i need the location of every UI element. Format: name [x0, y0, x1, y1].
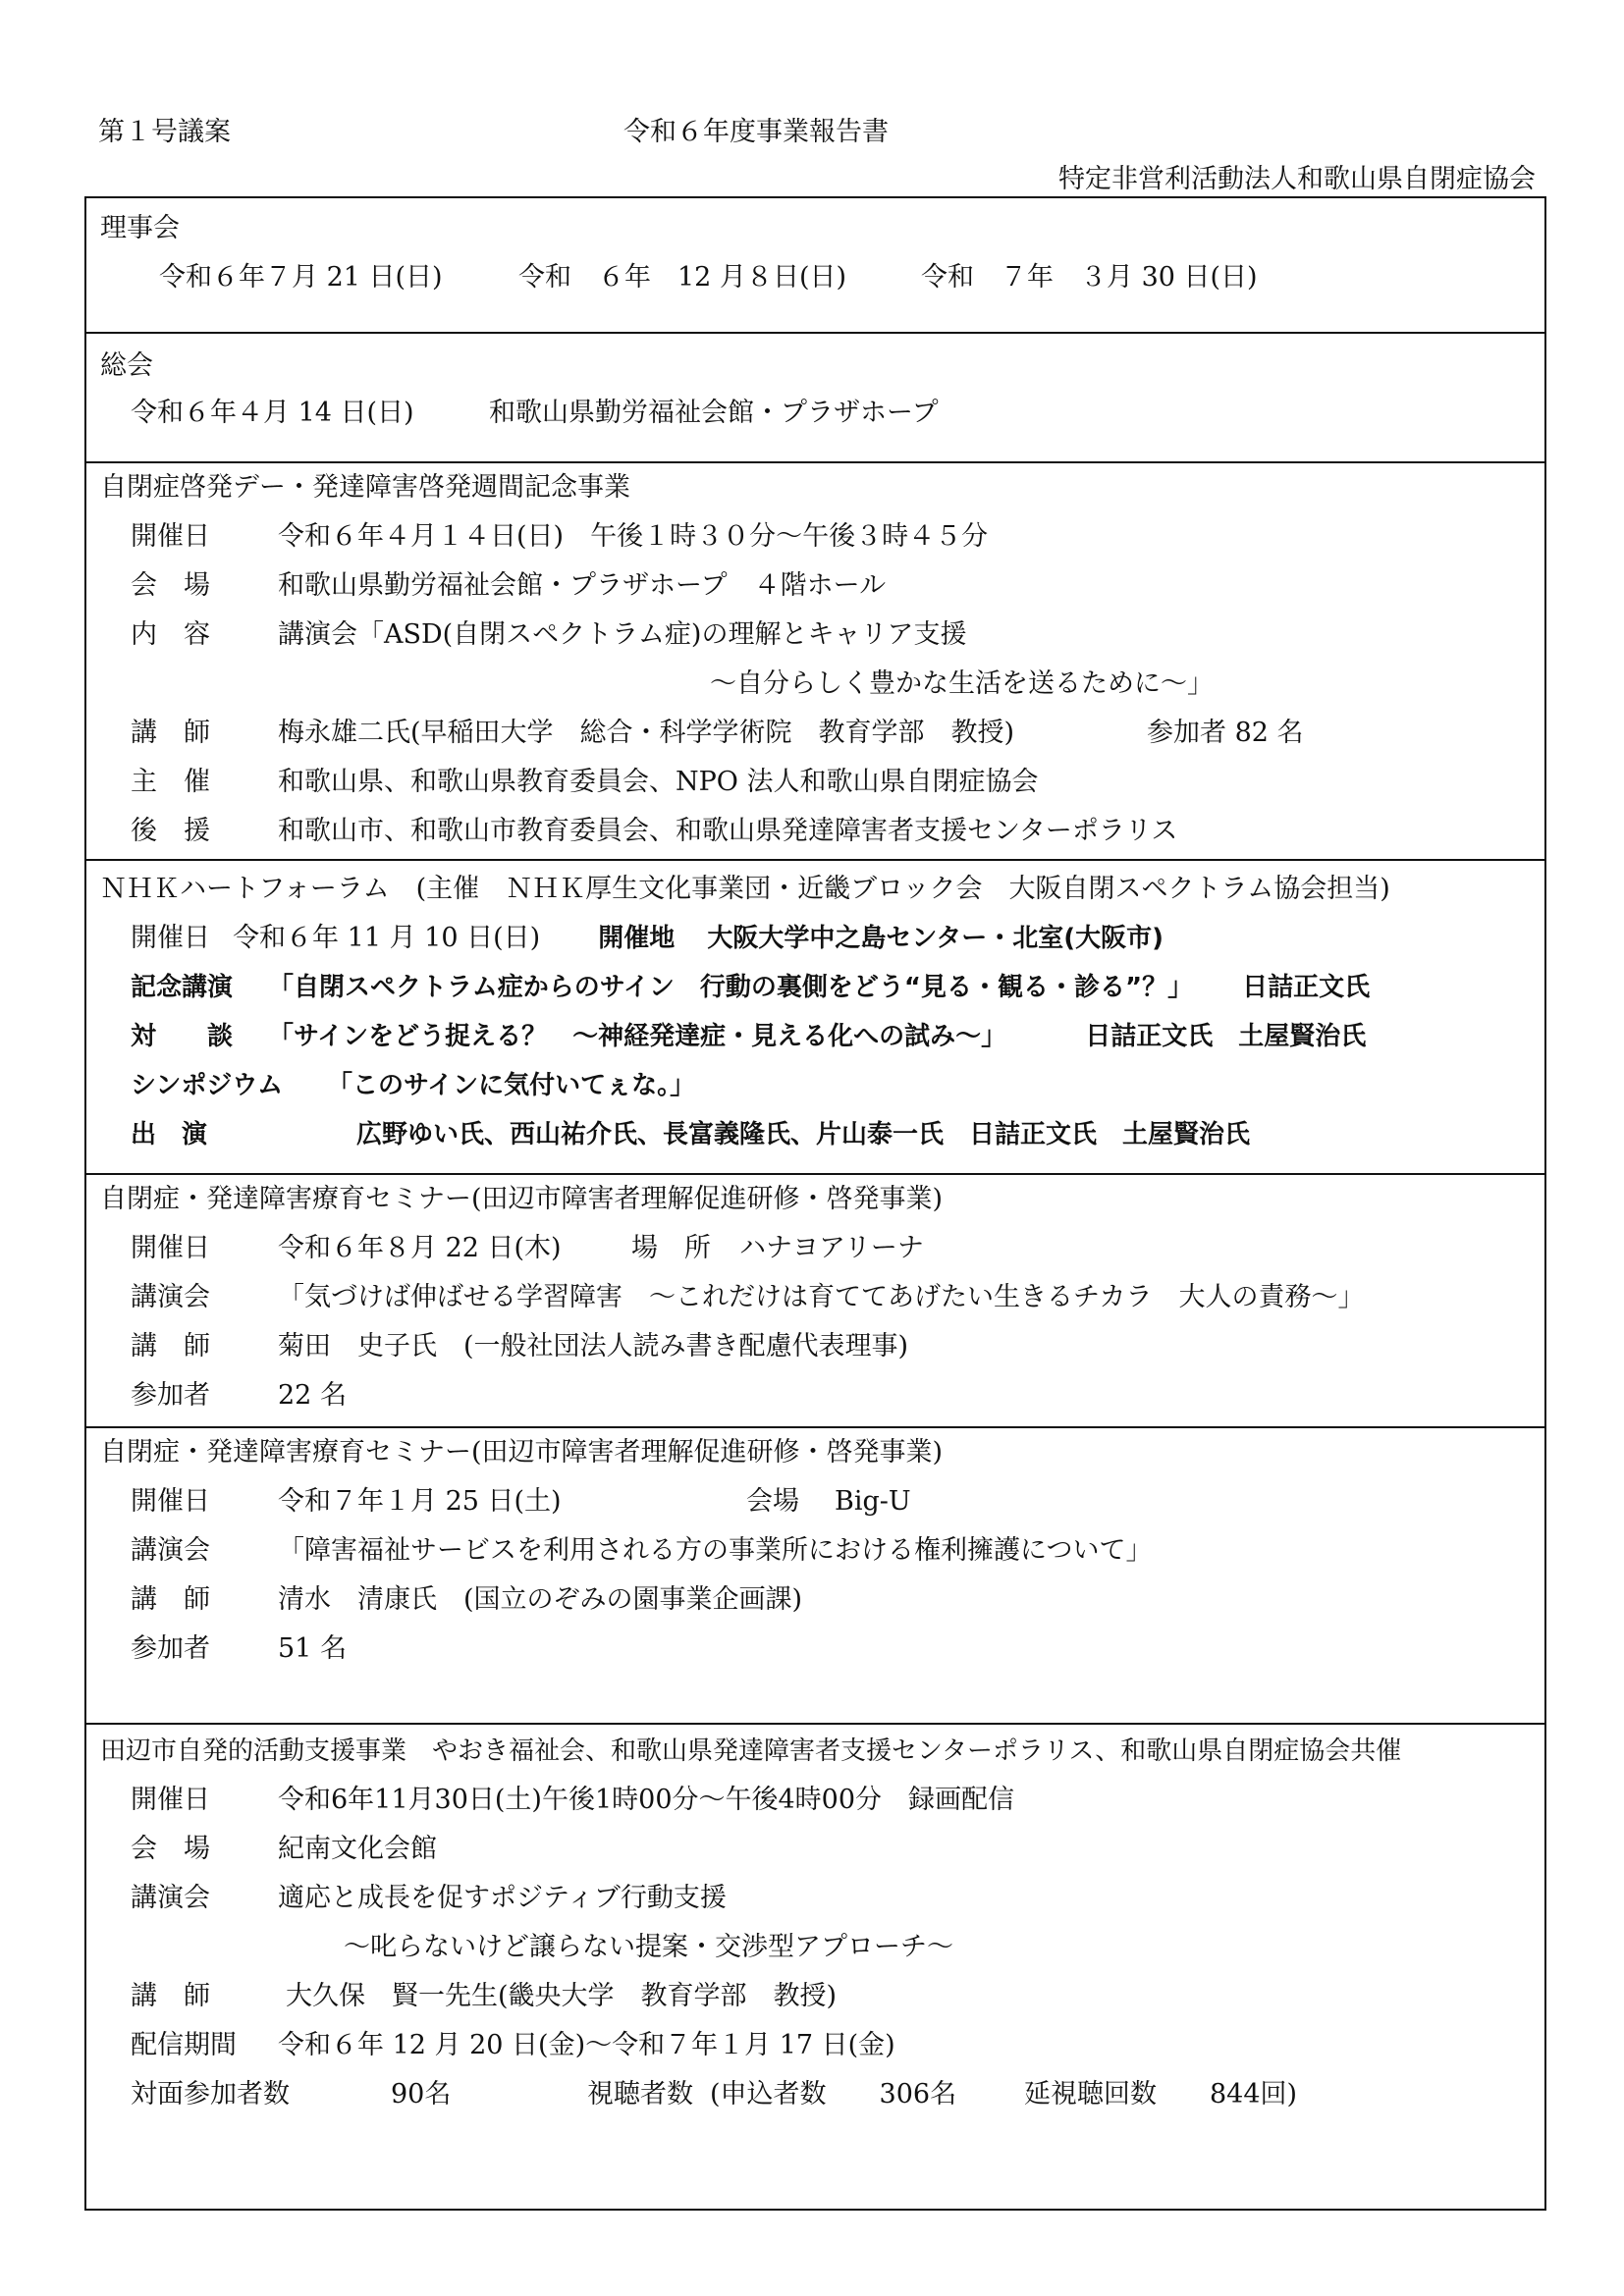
general-date: 令和６年４月 14 日(日) [131, 398, 414, 428]
seminar2-lecture-row [131, 1534, 1152, 1568]
tanabe-lecture-label: 講演会 [131, 1883, 210, 1913]
tanabe-date-row [131, 1784, 1014, 1817]
autism-day-date-row [131, 520, 988, 554]
nhk-symposium-value: 「このサインに気付いてぇな。」 [327, 1071, 696, 1100]
section-autism-day [86, 463, 1544, 861]
nhk-lecture-value: 「自閉スペクトラム症からのサイン 行動の裏側をどう“見る・観る・診る”？」 [268, 973, 1194, 1002]
seminar1-participants-row [131, 1379, 347, 1413]
seminar2-place-label: 会場 [746, 1486, 799, 1517]
autism-day-title: 自閉症啓発デー・発達障害啓発週間記念事業 [100, 472, 630, 503]
tanabe-views: 延視聴回数 844回) [1024, 2079, 1298, 2109]
nhk-cast-value: 広野ゆい氏、西山祐介氏、長富義隆氏、片山泰一氏 日詰正文氏 土屋賢治氏 [356, 1120, 1251, 1149]
seminar2-date-row [131, 1485, 562, 1519]
seminar2-participants-row [131, 1632, 347, 1666]
seminar2-participants-value: 51 名 [278, 1633, 347, 1664]
nhk-lecture-speaker: 日詰正文氏 [1242, 973, 1371, 1002]
venue-value: 和歌山県勤労福祉会館・プラザホープ ４階ホール [278, 570, 887, 601]
tanabe-viewers-label: 視聴者数 [587, 2079, 693, 2109]
board-date-1: 令和６年７月 21 日(日) [159, 262, 443, 293]
document-title: 令和６年度事業報告書 [623, 117, 889, 147]
tanabe-date-value: 令和6年11月30日(土)午後1時00分～午後4時00分 録画配信 [278, 1785, 1015, 1815]
seminar1-lecture-value: 「気づけば伸ばせる学習障害 ～これだけは育ててあげたい生きるチカラ 大人の責務～」 [278, 1282, 1365, 1312]
section-tanabe [86, 1725, 1544, 2211]
nhk-talk-value: 「サインをどう捉える？ ～神経発達症・見える化への試み～」 [268, 1022, 1007, 1051]
nhk-date-value: 令和６年 11 月 10 日(日) [233, 923, 541, 953]
content-label: 内 容 [131, 619, 210, 650]
tanabe-venue-label: 会 場 [131, 1834, 210, 1864]
autism-day-content-row [131, 618, 966, 652]
lecturer-value: 梅永雄二氏(早稲田大学 総合・科学学術院 教育学部 教授) [278, 718, 1015, 748]
tanabe-date-label: 開催日 [131, 1785, 210, 1815]
organization-name: 特定非営利活動法人和歌山県自閉症協会 [1058, 164, 1536, 194]
support-label: 後 援 [131, 816, 210, 846]
tanabe-lecture-subtitle: ～叱らないけど譲らない提案・交渉型アプローチ～ [344, 1932, 953, 1962]
general-venue: 和歌山県勤労福祉会館・プラザホープ [489, 398, 939, 428]
board-date-3: 令和 ７年 ３月 30 日(日) [921, 262, 1258, 293]
bill-number: 第１号議案 [98, 117, 231, 147]
seminar1-participants-label: 参加者 [131, 1380, 210, 1411]
date-label: 開催日 [131, 521, 210, 552]
nhk-talk-row [131, 1020, 1366, 1053]
tanabe-counts-row [131, 2078, 1297, 2111]
section-board [86, 198, 1544, 334]
section-general-assembly [86, 334, 1544, 463]
seminar1-participants-value: 22 名 [278, 1380, 347, 1411]
tanabe-lecturer-value: 大久保 賢一先生(畿央大学 教育学部 教授) [286, 1981, 838, 2011]
seminar2-lecturer-value: 清水 清康氏 (国立のぞみの園事業企画課) [278, 1584, 803, 1615]
tanabe-stream-row [131, 2029, 895, 2062]
seminar2-place-value: Big-U [835, 1486, 911, 1517]
autism-day-participants: 参加者 82 名 [1147, 718, 1304, 748]
seminar1-date-row [131, 1232, 562, 1265]
seminar2-participants-label: 参加者 [131, 1633, 210, 1664]
seminar2-lecturer-row [131, 1583, 802, 1617]
nhk-symposium-label: シンポジウム [131, 1071, 284, 1100]
seminar1-lecturer-label: 講 師 [131, 1331, 210, 1362]
date-value: 令和６年４月１４日(日) 午後１時３０分～午後３時４５分 [278, 521, 989, 552]
venue-label: 会 場 [131, 570, 210, 601]
seminar2-lecture-value: 「障害福祉サービスを利用される方の事業所における権利擁護について」 [278, 1535, 1153, 1566]
autism-day-content-subtitle: ～自分らしく豊かな生活を送るために～」 [710, 668, 1214, 699]
lecturer-label: 講 師 [131, 718, 210, 748]
nhk-date-label: 開催日 [131, 923, 210, 953]
section-seminar-2 [86, 1428, 1544, 1725]
autism-day-venue-row [131, 569, 886, 603]
seminar1-title: 自閉症・発達障害療育セミナー(田辺市障害者理解促進研修・啓発事業) [100, 1184, 944, 1214]
general-title: 総会 [100, 350, 153, 381]
seminar1-place-row [631, 1232, 924, 1265]
support-value: 和歌山市、和歌山市教育委員会、和歌山県発達障害者支援センターポラリス [278, 816, 1178, 846]
nhk-place-label: 開催地 [598, 924, 676, 953]
seminar2-title: 自閉症・発達障害療育セミナー(田辺市障害者理解促進研修・啓発事業) [100, 1437, 944, 1468]
tanabe-lecturer-label: 講 師 [131, 1981, 210, 2011]
seminar1-lecture-row [131, 1281, 1364, 1314]
seminar1-lecture-label: 講演会 [131, 1282, 210, 1312]
autism-day-support-row [131, 815, 1177, 848]
seminar1-lecturer-row [131, 1330, 908, 1363]
seminar1-date-value: 令和６年８月 22 日(木) [278, 1233, 562, 1263]
tanabe-venue-value: 紀南文化会館 [278, 1834, 437, 1864]
nhk-place-value: 大阪大学中之島センター・北室(大阪市) [707, 924, 1164, 953]
tanabe-lecturer-row [131, 1980, 837, 2013]
tanabe-inperson-value: 90名 [391, 2079, 452, 2109]
nhk-talk-label: 対 談 [131, 1022, 234, 1051]
section-nhk-forum [86, 861, 1544, 1175]
nhk-lecture-label: 記念講演 [131, 973, 234, 1002]
seminar1-lecturer-value: 菊田 史子氏 (一般社団法人読み書き配慮代表理事) [278, 1331, 909, 1362]
seminar1-place-value: ハナヨアリーナ [739, 1233, 924, 1263]
board-title: 理事会 [100, 213, 180, 243]
report-table [84, 196, 1546, 2211]
seminar1-date-label: 開催日 [131, 1233, 210, 1263]
nhk-talk-speakers: 日詰正文氏 土屋賢治氏 [1085, 1022, 1367, 1051]
seminar2-date-label: 開催日 [131, 1486, 210, 1517]
seminar2-place-row [746, 1485, 911, 1519]
tanabe-stream-value: 令和６年 12 月 20 日(金)～令和７年１月 17 日(金) [278, 2030, 895, 2060]
tanabe-applicants: (申込者数 306名 [710, 2079, 957, 2109]
tanabe-title: 田辺市自発的活動支援事業 やおき福祉会、和歌山県発達障害者支援センターポラリス、和歌山県自閉症協会共催 [100, 1736, 1402, 1766]
nhk-title: ＮＨＫハートフォーラム (主催 ＮＨＫ厚生文化事業団・近畿ブロック会 大阪自閉スペクトラム協会担当) [100, 874, 1390, 904]
seminar1-place-label: 場 所 [631, 1233, 711, 1263]
tanabe-lecture-value: 適応と成長を促すポジティブ行動支援 [278, 1883, 727, 1913]
host-value: 和歌山県、和歌山県教育委員会、NPO 法人和歌山県自閉症協会 [278, 767, 1039, 797]
tanabe-venue-row [131, 1833, 437, 1866]
nhk-cast-label: 出 演 [131, 1120, 208, 1149]
tanabe-inperson-label: 対面参加者数 [131, 2079, 290, 2109]
seminar2-date-value: 令和７年１月 25 日(土) [278, 1486, 562, 1517]
seminar2-lecture-label: 講演会 [131, 1535, 210, 1566]
host-label: 主 催 [131, 767, 210, 797]
nhk-symposium-row [131, 1069, 695, 1102]
nhk-lecture-row [131, 971, 1370, 1004]
content-value: 講演会「ASD(自閉スペクトラム症)の理解とキャリア支援 [278, 619, 967, 650]
tanabe-lecture-row [131, 1882, 727, 1915]
autism-day-lecturer-row [131, 717, 1014, 750]
nhk-date-row [131, 922, 1164, 955]
seminar2-lecturer-label: 講 師 [131, 1584, 210, 1615]
board-date-2: 令和 ６年 12 月８日(日) [518, 262, 847, 293]
section-seminar-1 [86, 1175, 1544, 1428]
nhk-cast-row [131, 1118, 1250, 1151]
autism-day-host-row [131, 766, 1039, 799]
tanabe-stream-label: 配信期間 [131, 2030, 237, 2060]
